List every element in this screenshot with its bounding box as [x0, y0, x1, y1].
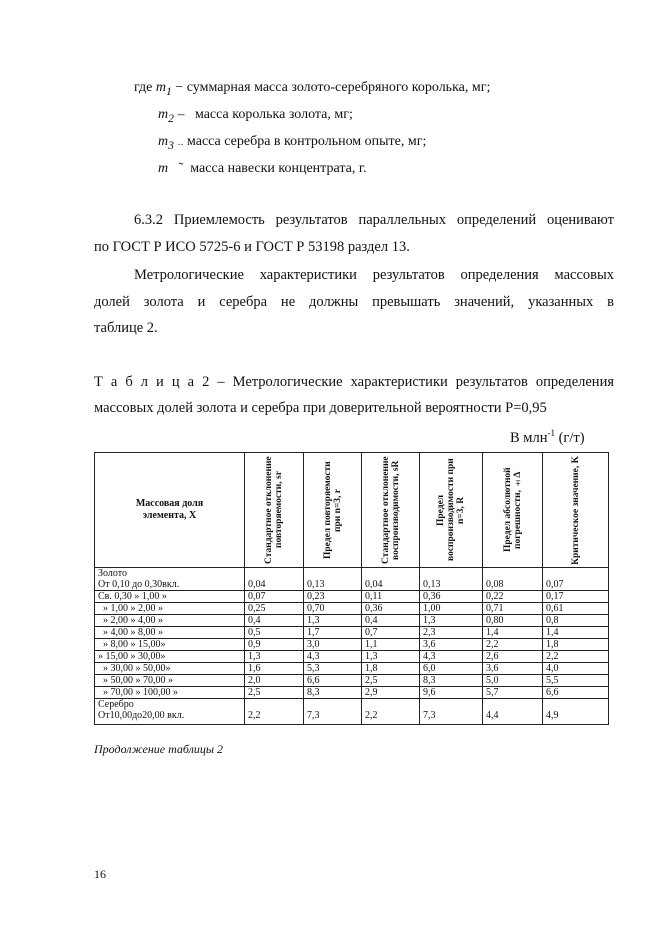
- cell: 0,08: [483, 568, 543, 591]
- table-row: [95, 651, 609, 663]
- cell: 1,6: [245, 663, 304, 675]
- cell: 5,3: [304, 663, 362, 675]
- page-number: 16: [94, 867, 106, 881]
- cell: 0,61: [543, 603, 609, 615]
- def-text: масса серебра в контрольном опыте, мг;: [186, 134, 427, 149]
- header-text: Стандартное отклонение воспроизводимости, sR: [380, 456, 401, 564]
- range-label: » 70,00 » 100,00 »: [95, 687, 245, 699]
- cell: 5,0: [483, 675, 543, 687]
- header-sR: [362, 453, 420, 568]
- def-text: масса королька золота, мг;: [194, 107, 353, 122]
- cell: 0,23: [304, 591, 362, 603]
- header-text: Критическое значение, K: [570, 455, 581, 565]
- table-row: [95, 675, 609, 687]
- row-label: [95, 568, 245, 591]
- cell: 2,6: [483, 651, 543, 663]
- cell: 0,07: [543, 568, 609, 591]
- para1-line2: по ГОСТ Р ИСО 5725-6 и ГОСТ Р 53198 раздел 13.: [94, 239, 410, 255]
- cell: 0,04: [362, 568, 420, 591]
- cell: 1,3: [245, 651, 304, 663]
- element-name: Серебро: [98, 699, 134, 710]
- table-row: [95, 603, 609, 615]
- def-symbol: m: [155, 80, 167, 95]
- cell: 7,3: [304, 699, 362, 725]
- def-dash: –: [177, 107, 185, 122]
- cell: 5,5: [543, 675, 609, 687]
- def-sub: 2: [168, 111, 174, 125]
- row-label: [95, 699, 245, 725]
- table-row: [95, 568, 609, 591]
- para2-line3: таблице 2.: [94, 320, 158, 336]
- table-row: [95, 627, 609, 639]
- header-text: Предел воспроизводимости при n=3, R: [436, 458, 466, 562]
- units-suffix: (г/т): [554, 429, 585, 446]
- range-label: » 1,00 » 2,00 »: [95, 603, 245, 615]
- cell: 0,7: [362, 627, 420, 639]
- cell: 6,6: [543, 687, 609, 699]
- cell: 6,6: [304, 675, 362, 687]
- cell: 1,00: [420, 603, 483, 615]
- cell: 7,3: [420, 699, 483, 725]
- table-row: [95, 663, 609, 675]
- definition-m2: [158, 107, 353, 125]
- table-row: [95, 591, 609, 603]
- units-sup: -1: [547, 428, 555, 438]
- table-row: [95, 687, 609, 699]
- cell: 0,80: [483, 615, 543, 627]
- cell: 6,0: [420, 663, 483, 675]
- cell: 0,9: [245, 639, 304, 651]
- cell: 4,0: [543, 663, 609, 675]
- range-label: » 4,00 » 8,00 »: [95, 627, 245, 639]
- table-continuation-note: Продолжение таблицы 2: [94, 742, 224, 756]
- cell: 2,2: [483, 639, 543, 651]
- units-label: [510, 428, 585, 447]
- range-label: » 30,00 » 50,00»: [95, 663, 245, 675]
- range-label: От10,00до20,00 вкл.: [98, 710, 185, 721]
- table-row: [95, 639, 609, 651]
- cell: 1,3: [362, 651, 420, 663]
- cell: 1,3: [420, 615, 483, 627]
- header-r: [304, 453, 362, 568]
- cell: 0,8: [543, 615, 609, 627]
- range-label: Св. 0,30 » 1,00 »: [95, 591, 245, 603]
- para2-line1: Метрологические характеристики результатов определения массовых: [134, 267, 614, 283]
- cell: 1,4: [483, 627, 543, 639]
- cell: 2,2: [245, 699, 304, 725]
- cell: 0,04: [245, 568, 304, 591]
- cell: 1,8: [543, 639, 609, 651]
- def-sub: 3: [168, 138, 174, 152]
- cell: 1,7: [304, 627, 362, 639]
- def-sub: 1: [166, 84, 172, 98]
- cell: 0,70: [304, 603, 362, 615]
- header-text: Предел абсолютной погрешности, ±Δ: [502, 467, 523, 553]
- def-text: масса навески концентрата, г.: [190, 161, 367, 176]
- cell: 0,36: [362, 603, 420, 615]
- cell: 0,5: [245, 627, 304, 639]
- cell: 0,36: [420, 591, 483, 603]
- table-caption-line1: Т а б л и ц а 2 – Метрологические характеристики результатов определения: [94, 374, 614, 390]
- cell: 8,3: [420, 675, 483, 687]
- range-label: » 2,00 » 4,00 »: [95, 615, 245, 627]
- cell: 3,0: [304, 639, 362, 651]
- cell: 1,4: [543, 627, 609, 639]
- header-R: [420, 453, 483, 568]
- para2-line2: долей золота и серебра не должны превышать значений, указанных в: [94, 294, 614, 310]
- header-text: Стандартное отклонение повторяемости, sr: [264, 456, 284, 564]
- cell: 0,11: [362, 591, 420, 603]
- def-dash: ‥: [177, 137, 184, 147]
- cell: 0,4: [245, 615, 304, 627]
- element-name: Золото: [98, 568, 127, 579]
- cell: 2,0: [245, 675, 304, 687]
- cell: 9,6: [420, 687, 483, 699]
- cell: 4,9: [543, 699, 609, 725]
- cell: 0,13: [420, 568, 483, 591]
- cell: 3,6: [483, 663, 543, 675]
- cell: 3,6: [420, 639, 483, 651]
- cell: 0,07: [245, 591, 304, 603]
- table-row: [95, 615, 609, 627]
- metrology-table: [94, 452, 609, 725]
- cell: 0,13: [304, 568, 362, 591]
- table-row: [95, 699, 609, 725]
- cell: 1,8: [362, 663, 420, 675]
- def-dash: ˜: [178, 161, 184, 176]
- definition-m3: [158, 134, 426, 152]
- def-text: суммарная масса золото-серебряного королька, мг;: [186, 80, 491, 95]
- cell: 1,3: [304, 615, 362, 627]
- header-text: Предел повторяемости при n=3, r: [322, 461, 343, 559]
- cell: 4,3: [304, 651, 362, 663]
- cell: 4,4: [483, 699, 543, 725]
- cell: 0,17: [543, 591, 609, 603]
- range-label: » 15,00 » 30,00»: [95, 651, 245, 663]
- where-label: где: [134, 80, 153, 95]
- cell: 8,3: [304, 687, 362, 699]
- cell: 0,71: [483, 603, 543, 615]
- cell: 0,4: [362, 615, 420, 627]
- range-label: » 8,00 » 15,00»: [95, 639, 245, 651]
- header-mass-fraction: [95, 453, 245, 568]
- units-text: В млн: [510, 429, 548, 446]
- cell: 1,1: [362, 639, 420, 651]
- table-caption-line2: массовых долей золота и серебра при доверительной вероятности P=0,95: [94, 400, 547, 416]
- def-symbol: m: [158, 107, 169, 122]
- definition-m: [158, 161, 366, 177]
- header-text: Массовая доля элемента, X: [135, 498, 204, 521]
- cell: 2,9: [362, 687, 420, 699]
- cell: 2,2: [362, 699, 420, 725]
- cell: 4,3: [420, 651, 483, 663]
- cell: 5,7: [483, 687, 543, 699]
- def-symbol: m: [158, 134, 169, 149]
- cell: 0,25: [245, 603, 304, 615]
- definition-m1: [134, 80, 490, 98]
- range-label: » 50,00 » 70,00 »: [95, 675, 245, 687]
- header-k: [543, 453, 609, 568]
- cell: 2,5: [362, 675, 420, 687]
- header-sr: [245, 453, 304, 568]
- cell: 2,2: [543, 651, 609, 663]
- cell: 2,5: [245, 687, 304, 699]
- def-symbol: m: [158, 161, 169, 176]
- def-dash: −: [175, 80, 184, 95]
- cell: 0,22: [483, 591, 543, 603]
- cell: 2,3: [420, 627, 483, 639]
- range-label: От 0,10 до 0,30вкл.: [98, 579, 180, 590]
- para1-line1: 6.3.2 Приемлемость результатов параллельных определений оценивают: [134, 212, 614, 228]
- header-delta: [483, 453, 543, 568]
- table-header-row: [95, 453, 609, 568]
